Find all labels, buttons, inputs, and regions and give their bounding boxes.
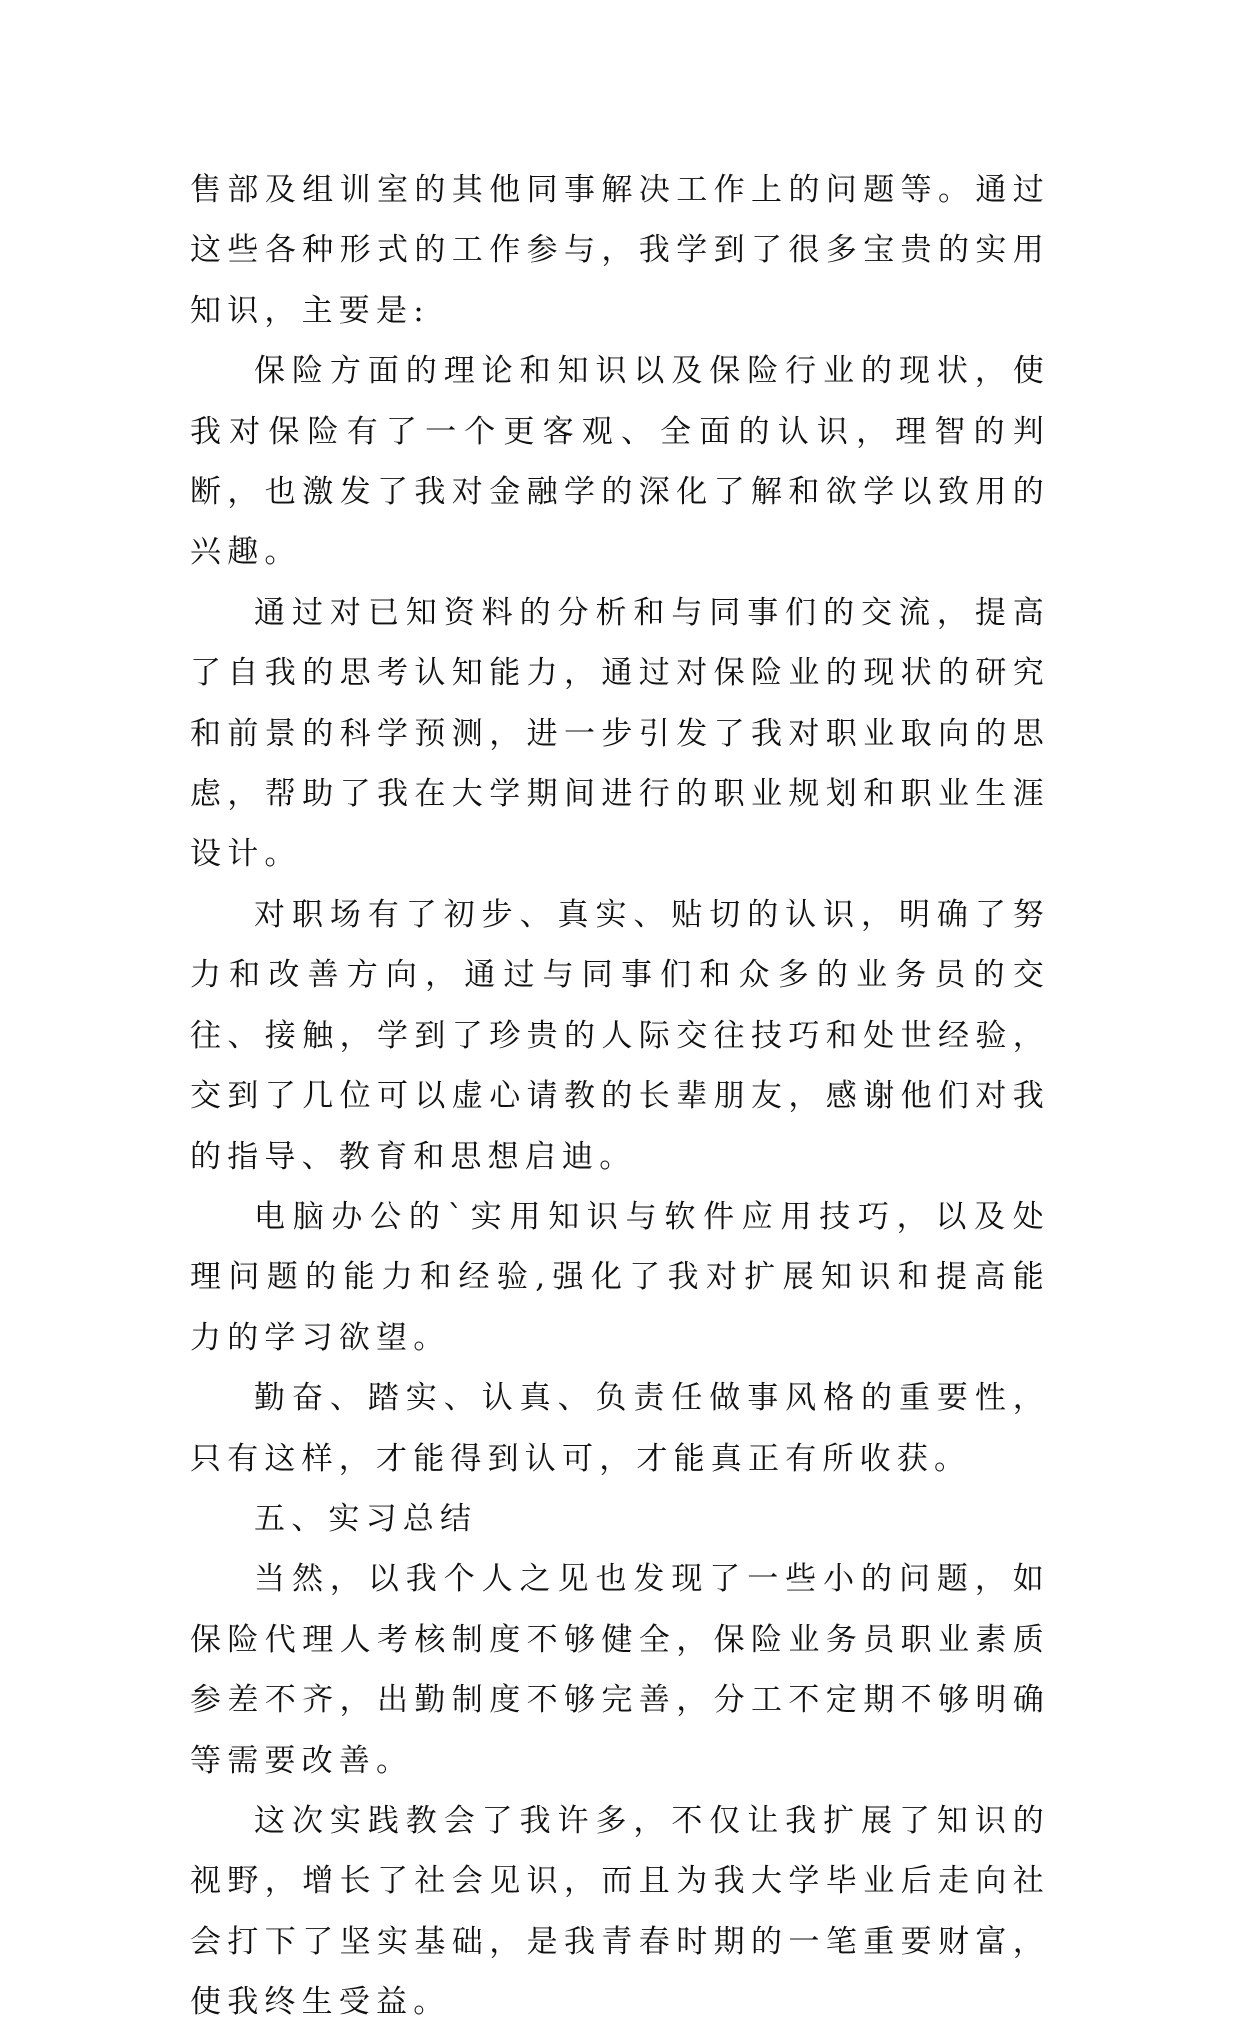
section-heading-internship-summary: 五、实习总结 <box>254 1500 478 1537</box>
paragraph-computer-skills: 电脑办公的`实用知识与软件应用技巧，以及处理问题的能力和经验,强化了我对扩展知识和提高能力的学习欲望。 <box>190 1198 1050 1356</box>
paragraph-work-style: 勤奋、踏实、认真、负责任做事风格的重要性，只有这样，才能得到认可，才能真正有所收获。 <box>190 1380 1050 1477</box>
paragraph-insurance-knowledge: 保险方面的理论和知识以及保险行业的现状，使我对保险有了一个更客观、全面的认识，理智的判断，也激发了我对金融学的深化了解和欲学以致用的兴趣。 <box>190 353 1050 571</box>
paragraph-workplace-understanding: 对职场有了初步、真实、贴切的认识，明确了努力和改善方向，通过与同事们和众多的业务员的交往、接触，学到了珍贵的人际交往技巧和处世经验，交到了几位可以虚心请教的长辈朋友，感谢他们对我的指导、教育和思想启迪。 <box>190 896 1050 1175</box>
document-body <box>190 160 1050 2033</box>
paragraph-conclusion: 这次实践教会了我许多，不仅让我扩展了知识的视野，增长了社会见识，而且为我大学毕业后走向社会打下了坚实基础，是我青春时期的一笔重要财富，使我终生受益。 <box>190 1802 1050 2021</box>
paragraph-problems-found: 当然，以我个人之见也发现了一些小的问题，如保险代理人考核制度不够健全，保险业务员职业素质参差不齐，出勤制度不够完善，分工不定期不够明确等需要改善。 <box>190 1561 1050 1779</box>
paragraph-thinking-ability: 通过对已知资料的分析和与同事们的交流，提高了自我的思考认知能力，通过对保险业的现状的研究和前景的科学预测，进一步引发了我对职业取向的思虑，帮助了我在大学期间进行的职业规划和职业生涯设计。 <box>190 594 1050 873</box>
paragraph-continuation: 售部及组训室的其他同事解决工作上的问题等。通过这些各种形式的工作参与，我学到了很多宝贵的实用知识，主要是: <box>190 172 1050 329</box>
